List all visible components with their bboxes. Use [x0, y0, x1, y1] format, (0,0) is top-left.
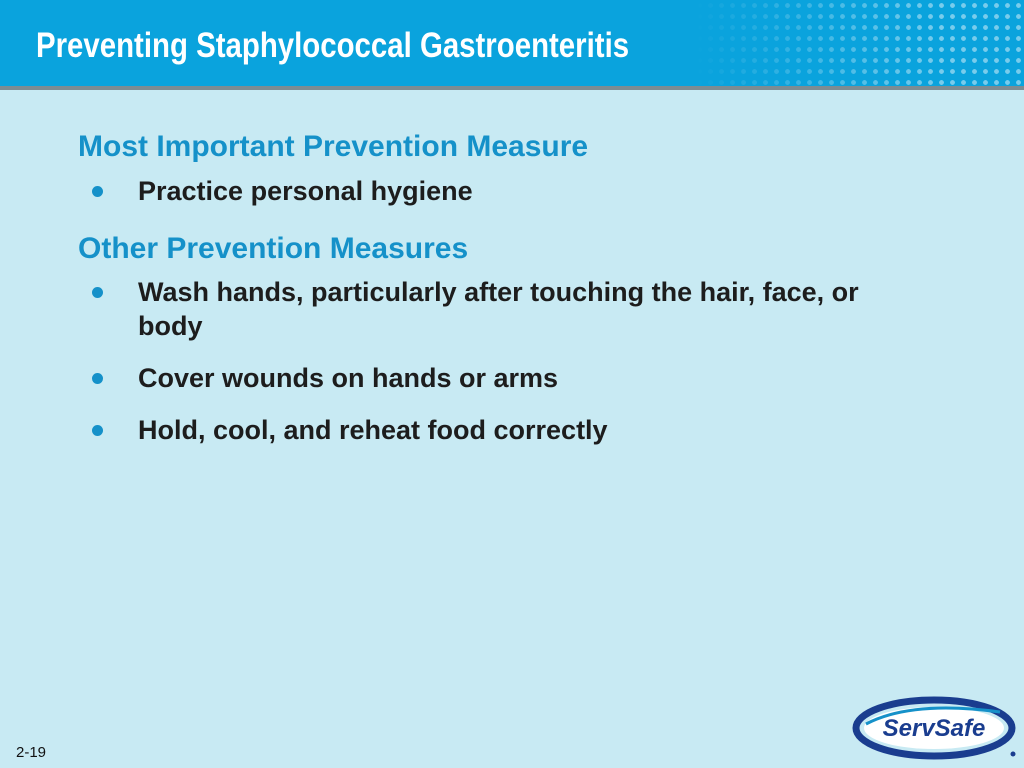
bullet-dot-icon	[92, 287, 103, 298]
section-heading-most-important: Most Important Prevention Measure	[78, 130, 589, 163]
bullet-item	[78, 174, 898, 208]
slide-title: Preventing Staphylococcal Gastroenteritis	[36, 26, 630, 65]
title-bar-dot-pattern	[694, 0, 1024, 86]
slide-number: 2-19	[16, 744, 47, 761]
logo-text: ServSafe	[882, 715, 986, 742]
servsafe-logo	[852, 694, 1020, 762]
bullet-item	[78, 361, 898, 395]
bullet-dot-icon	[92, 373, 103, 384]
bullet-item	[78, 413, 898, 447]
title-bar	[0, 0, 1024, 86]
bullet-dot-icon	[92, 186, 103, 197]
slide-content	[78, 128, 898, 465]
bullet-text: Hold, cool, and reheat food correctly	[138, 415, 608, 445]
section-heading-other: Other Prevention Measures	[78, 231, 469, 265]
bullet-dot-icon	[92, 425, 103, 436]
bullet-text: Cover wounds on hands or arms	[138, 363, 559, 393]
bullet-item	[78, 275, 898, 343]
title-divider	[0, 86, 1024, 90]
bullet-list-other	[78, 275, 898, 447]
bullet-text: Practice personal hygiene	[138, 175, 473, 206]
bullet-list-most-important	[78, 174, 898, 208]
bullet-text: Wash hands, particularly after touching the hair, face, or body	[138, 277, 859, 341]
